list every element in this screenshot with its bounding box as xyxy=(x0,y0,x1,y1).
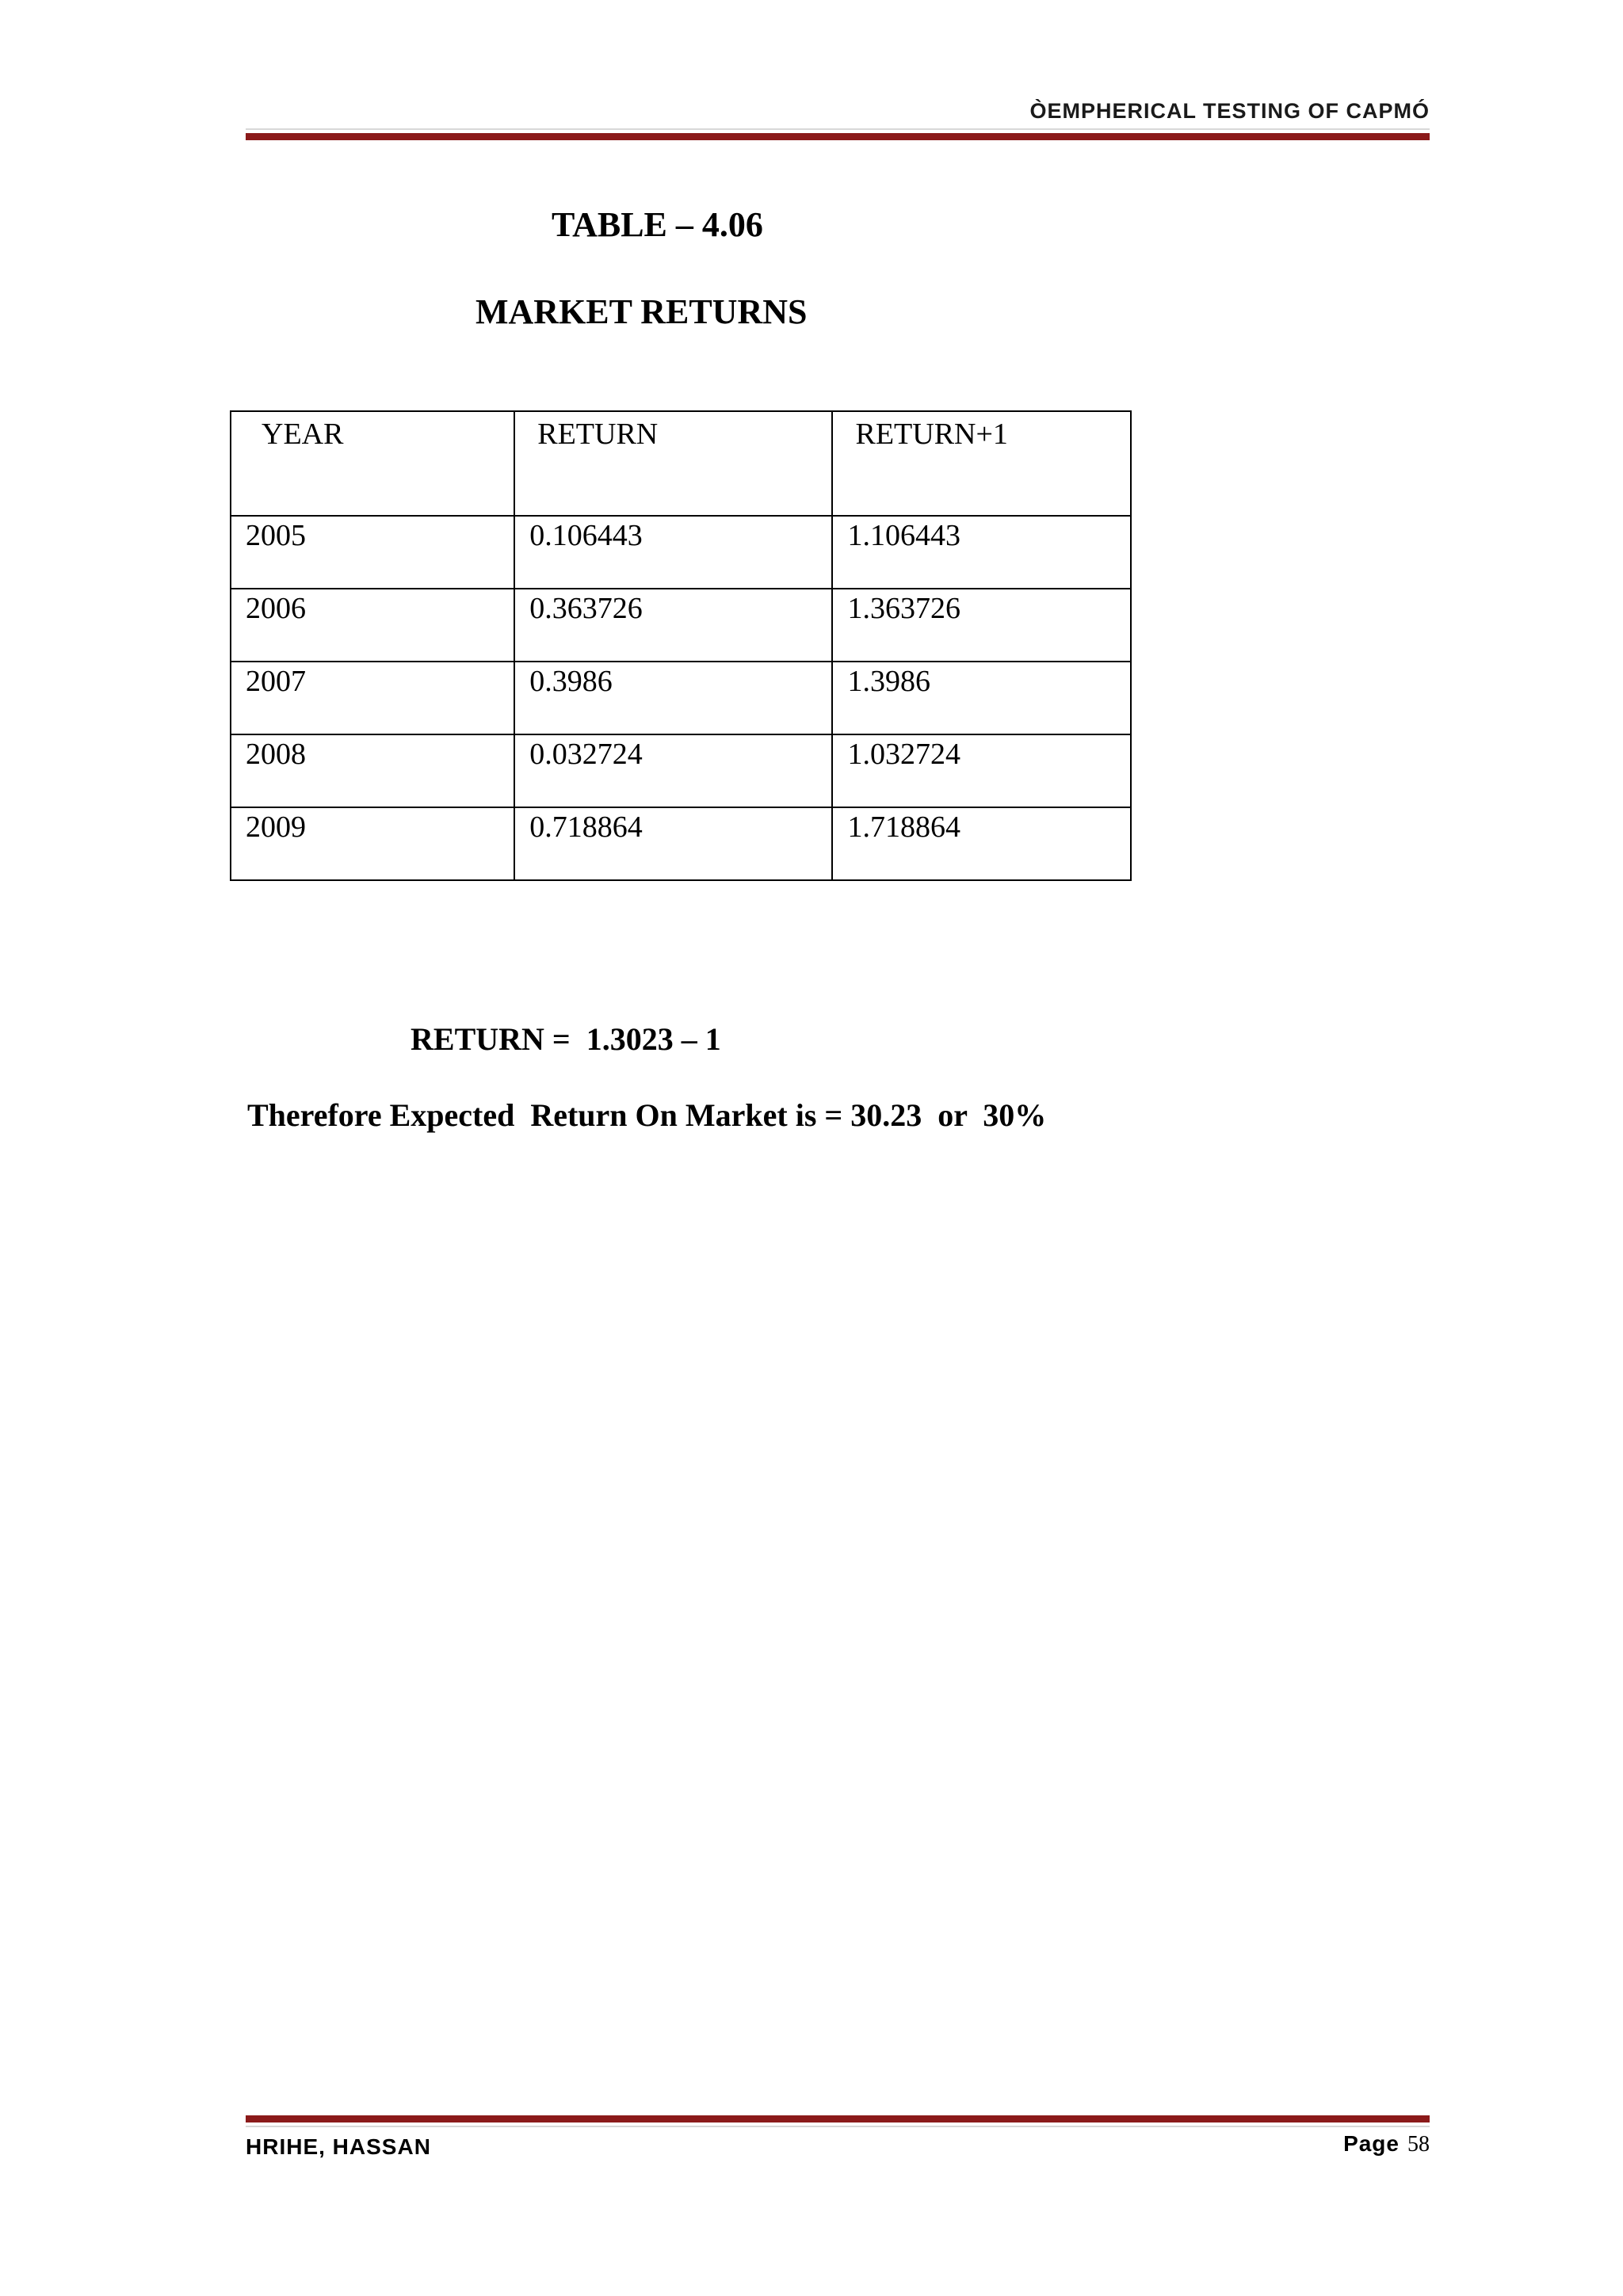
table-row xyxy=(231,589,1131,662)
year-cell: 2009 xyxy=(231,807,514,880)
table-title: TABLE – 4.06 xyxy=(552,205,763,244)
year-cell: 2006 xyxy=(231,589,514,662)
column-header-year: YEAR xyxy=(231,411,514,516)
return-plus-one-cell: 1.106443 xyxy=(832,516,1131,589)
page-number: 58 xyxy=(1407,2132,1430,2157)
footer-page-indicator xyxy=(1343,2131,1430,2157)
table-row xyxy=(231,662,1131,734)
column-header-return: RETURN xyxy=(514,411,832,516)
return-cell: 0.3986 xyxy=(514,662,832,734)
return-cell: 0.363726 xyxy=(514,589,832,662)
table-row xyxy=(231,807,1131,880)
return-plus-one-cell: 1.363726 xyxy=(832,589,1131,662)
return-cell: 0.106443 xyxy=(514,516,832,589)
return-formula: RETURN = 1.3023 – 1 xyxy=(411,1021,721,1057)
return-plus-one-cell: 1.3986 xyxy=(832,662,1131,734)
header-thin-rule xyxy=(246,128,1430,130)
market-returns-table xyxy=(230,410,1132,881)
table-row xyxy=(231,516,1131,589)
year-cell: 2008 xyxy=(231,734,514,807)
column-header-return-plus-one: RETURN+1 xyxy=(832,411,1131,516)
table-subtitle: MARKET RETURNS xyxy=(475,292,808,331)
footer-thick-rule xyxy=(246,2115,1430,2122)
table-row xyxy=(231,734,1131,807)
return-plus-one-cell: 1.718864 xyxy=(832,807,1131,880)
return-cell: 0.032724 xyxy=(514,734,832,807)
header-thick-rule xyxy=(246,133,1430,140)
footer-author: HRIHE, HASSAN xyxy=(246,2134,431,2159)
footer-thin-rule xyxy=(246,2126,1430,2127)
year-cell: 2005 xyxy=(231,516,514,589)
expected-return-conclusion: Therefore Expected Return On Market is = 30.23 or 30% xyxy=(247,1097,1047,1133)
table-header-row xyxy=(231,411,1131,516)
running-header-title: ÒEMPHERICAL TESTING OF CAPMÓ xyxy=(1029,99,1430,123)
year-cell: 2007 xyxy=(231,662,514,734)
page-label: Page xyxy=(1343,2131,1400,2156)
return-cell: 0.718864 xyxy=(514,807,832,880)
return-plus-one-cell: 1.032724 xyxy=(832,734,1131,807)
